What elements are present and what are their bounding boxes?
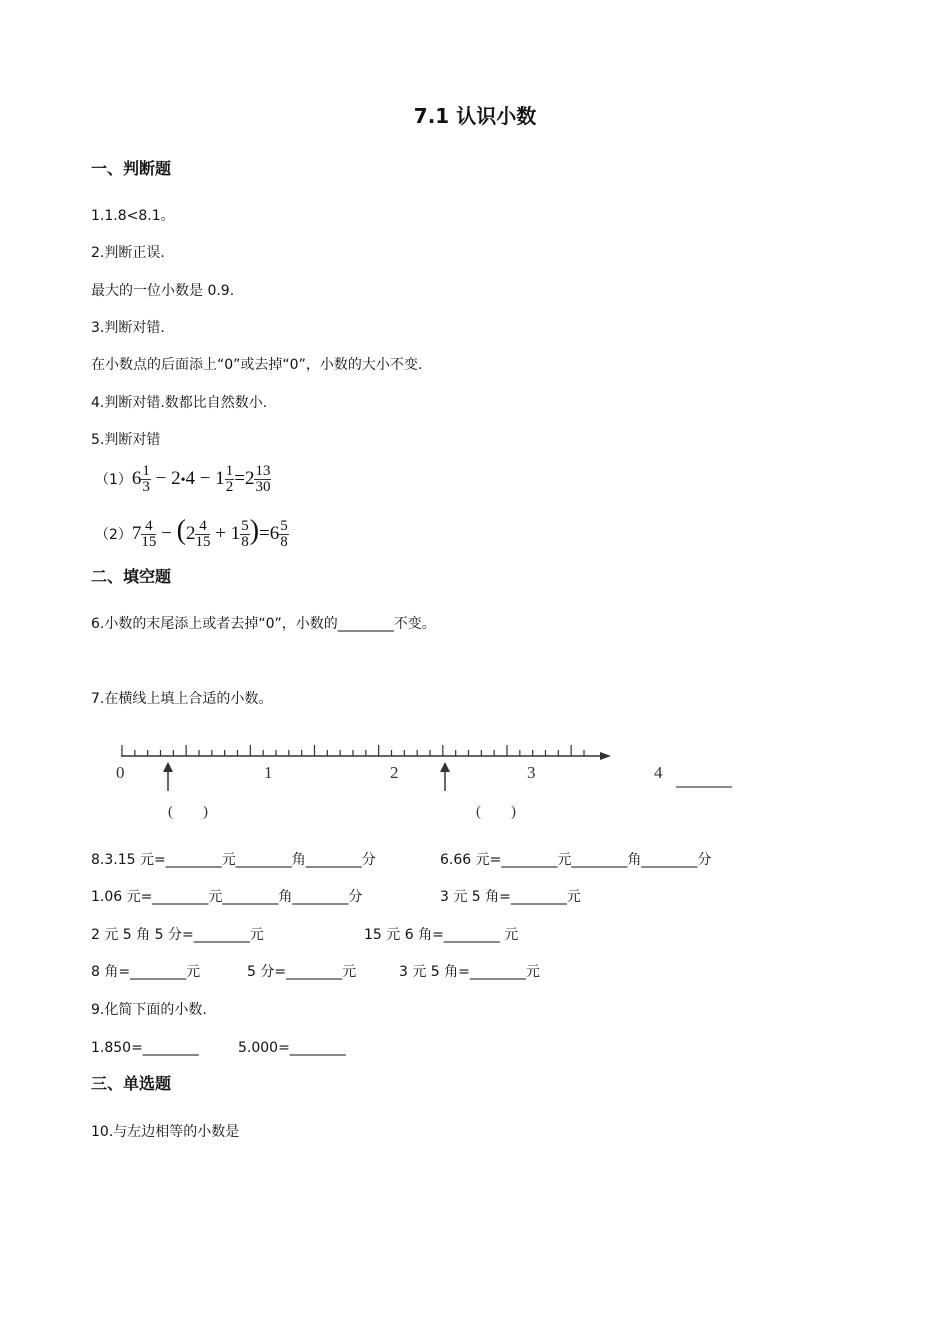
expr2-rparen: ) <box>249 515 260 546</box>
expr2-b-whole: 2 <box>185 523 196 544</box>
number-label-1: 1 <box>264 763 273 782</box>
expr2-a-num: 4 <box>141 519 156 535</box>
number-line-figure <box>0 735 950 835</box>
expr1-b: 2 <box>171 467 181 489</box>
expr1-c-den: 2 <box>225 479 234 495</box>
question-8-i: 3 元 5 角=________元 <box>399 964 540 980</box>
expr1-a-num: 1 <box>142 463 150 479</box>
question-10: 10.与左边相等的小数是 <box>91 1124 240 1140</box>
number-line-arrowhead <box>600 752 611 760</box>
expr1-c-whole: 1 <box>215 467 225 489</box>
expr2-lparen: ( <box>176 515 186 546</box>
expr1-a-frac <box>141 464 151 495</box>
expr1-minus1: − <box>155 467 167 489</box>
expr1-a-den: 3 <box>142 479 150 495</box>
expr1-r-den: 30 <box>255 479 271 495</box>
page-title: 7.1 认识小数 <box>413 104 537 128</box>
expr2-label: （2） <box>95 527 132 543</box>
question-9-b: 5.000=________ <box>238 1040 346 1056</box>
question-9-a: 1.850=________ <box>91 1040 199 1056</box>
question-8-a: 8.3.15 元=________元________角________分 <box>91 852 376 868</box>
expr1-r-frac <box>254 464 271 495</box>
question-5-stem: 5.判断对错 <box>91 432 161 448</box>
expr2-eq: = <box>259 523 270 544</box>
expr2-b-den: 15 <box>195 534 211 551</box>
expr1-r-num: 13 <box>255 463 271 479</box>
section-heading-single-choice: 三、单选题 <box>91 1074 172 1093</box>
section-heading-judgement: 一、判断题 <box>91 159 172 178</box>
answer-paren-1: ( ) <box>168 804 208 820</box>
question-8-b: 6.66 元=________元________角________分 <box>440 852 712 868</box>
expression-1 <box>95 464 271 495</box>
expr2-minus: − <box>161 523 172 544</box>
expr2-c-den: 8 <box>241 534 249 551</box>
expr2-a-whole: 7 <box>131 523 142 544</box>
expr2-plus: + <box>215 523 226 544</box>
expr2-c-whole: 1 <box>230 523 241 544</box>
question-8-h: 5 分=________元 <box>247 964 357 980</box>
expr2-b-num: 4 <box>195 519 210 535</box>
question-4: 4.判断对错.数都比自然数小. <box>91 395 268 411</box>
question-8-c: 1.06 元=________元________角________分 <box>91 889 363 905</box>
question-8-f: 15 元 6 角=________ 元 <box>364 927 519 943</box>
question-1: 1.1.8<8.1。 <box>91 208 175 224</box>
expr2-r-num: 5 <box>280 518 288 535</box>
section-heading-fill-blank: 二、填空题 <box>91 567 172 586</box>
expr1-dot: • <box>180 472 186 488</box>
expr2-c-num: 5 <box>241 518 249 535</box>
expr2-r-den: 8 <box>280 534 288 551</box>
question-2-stem: 2.判断正误. <box>91 245 165 261</box>
question-3-stem: 3.判断对错. <box>91 320 165 336</box>
expr1-c-num: 1 <box>225 463 234 479</box>
question-7-stem: 7.在横线上填上合适的小数。 <box>91 691 273 707</box>
expr1-a-whole: 6 <box>131 467 142 489</box>
number-line-ticks <box>122 745 584 756</box>
expr1-label: （1） <box>95 471 132 488</box>
question-6: 6.小数的末尾添上或者去掉“0”，小数的________不变。 <box>91 616 436 632</box>
question-9-stem: 9.化简下面的小数. <box>91 1002 207 1018</box>
question-8-d: 3 元 5 角=________元 <box>440 889 581 905</box>
expr2-r-frac <box>279 519 289 550</box>
answer-paren-2: ( ) <box>476 804 516 820</box>
expr1-c-frac <box>225 464 235 495</box>
expr1-b-dec: 4 <box>185 467 196 489</box>
question-8-g: 8 角=________元 <box>91 964 201 980</box>
number-label-3: 3 <box>527 763 536 782</box>
expr2-r-whole: 6 <box>269 523 280 544</box>
question-3-sub: 在小数点的后面添上“0”或去掉“0”，小数的大小不变. <box>91 357 423 373</box>
up-arrow-1-head <box>163 762 173 772</box>
number-label-2: 2 <box>390 763 399 782</box>
number-label-0: 0 <box>116 763 125 782</box>
expr1-r-whole: 2 <box>244 467 255 489</box>
question-2-sub: 最大的一位小数是 0.9. <box>91 283 235 299</box>
up-arrow-2-head <box>440 762 450 772</box>
expr1-minus2: − <box>199 467 211 489</box>
expr2-b-frac <box>195 519 210 550</box>
number-line-blank: ________ <box>676 772 732 788</box>
expression-2 <box>95 515 289 550</box>
expr1-eq: = <box>234 467 245 489</box>
question-8-e: 2 元 5 角 5 分=________元 <box>91 927 264 943</box>
number-label-4: 4 <box>654 763 663 782</box>
expr2-c-frac <box>240 519 250 550</box>
expr2-a-den: 15 <box>141 534 157 551</box>
expr2-a-frac <box>141 519 156 550</box>
